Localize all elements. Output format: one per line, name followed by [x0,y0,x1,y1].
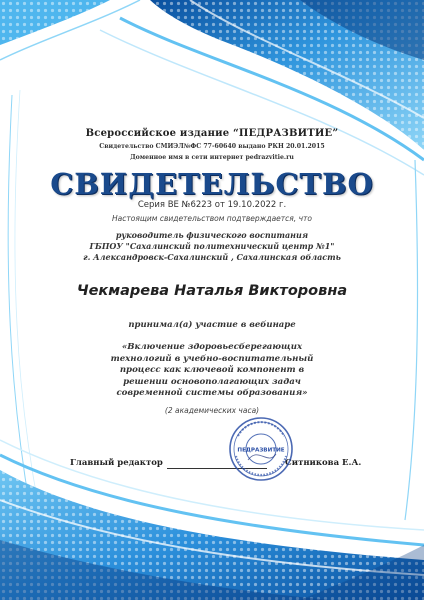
academic-hours: (2 академических часа) [164,406,260,415]
participation-text: принимал(а) участие в вебинаре [128,320,296,330]
recipient-location: г. Александровск-Сахалинский , Сахалинская область [83,252,341,262]
recipient-organization: ГБПОУ "Сахалинский политехнический центр №1" [89,241,335,251]
stamp-label: ПЕДРАЗВИТИЕ [237,447,285,454]
official-stamp [228,416,294,482]
series-number: Серия ВЕ №6223 от 19.10.2022 г. [137,200,287,210]
domain-info: Доменное имя в сети интернет pedrazvitie.ru [130,154,294,161]
signatory-name: Ситникова Е.А. [285,458,362,468]
publisher-title: Всероссийское издание “ПЕДРАЗВИТИЕ” [85,128,339,139]
recipient-position: руководитель физического воспитания [115,230,309,240]
recipient-name: Чекмарева Наталья Викторовна [76,283,348,299]
confirm-text: Настоящим свидетельством подтверждается, что [112,214,312,223]
registration-info: Свидетельство СМИЭЛ№ФС 77-60640 выдано РКН 20.01.2015 [99,143,325,150]
signatory-role: Главный редактор [70,458,163,468]
webinar-topic: «Включение здоровьесберегающих технологий в учебно-воспитательный процесс как ключевой компонент в решении основополагающих задач современной системы образования» [110,342,314,398]
certificate-title: СВИДЕТЕЛЬСТВО [50,167,374,201]
